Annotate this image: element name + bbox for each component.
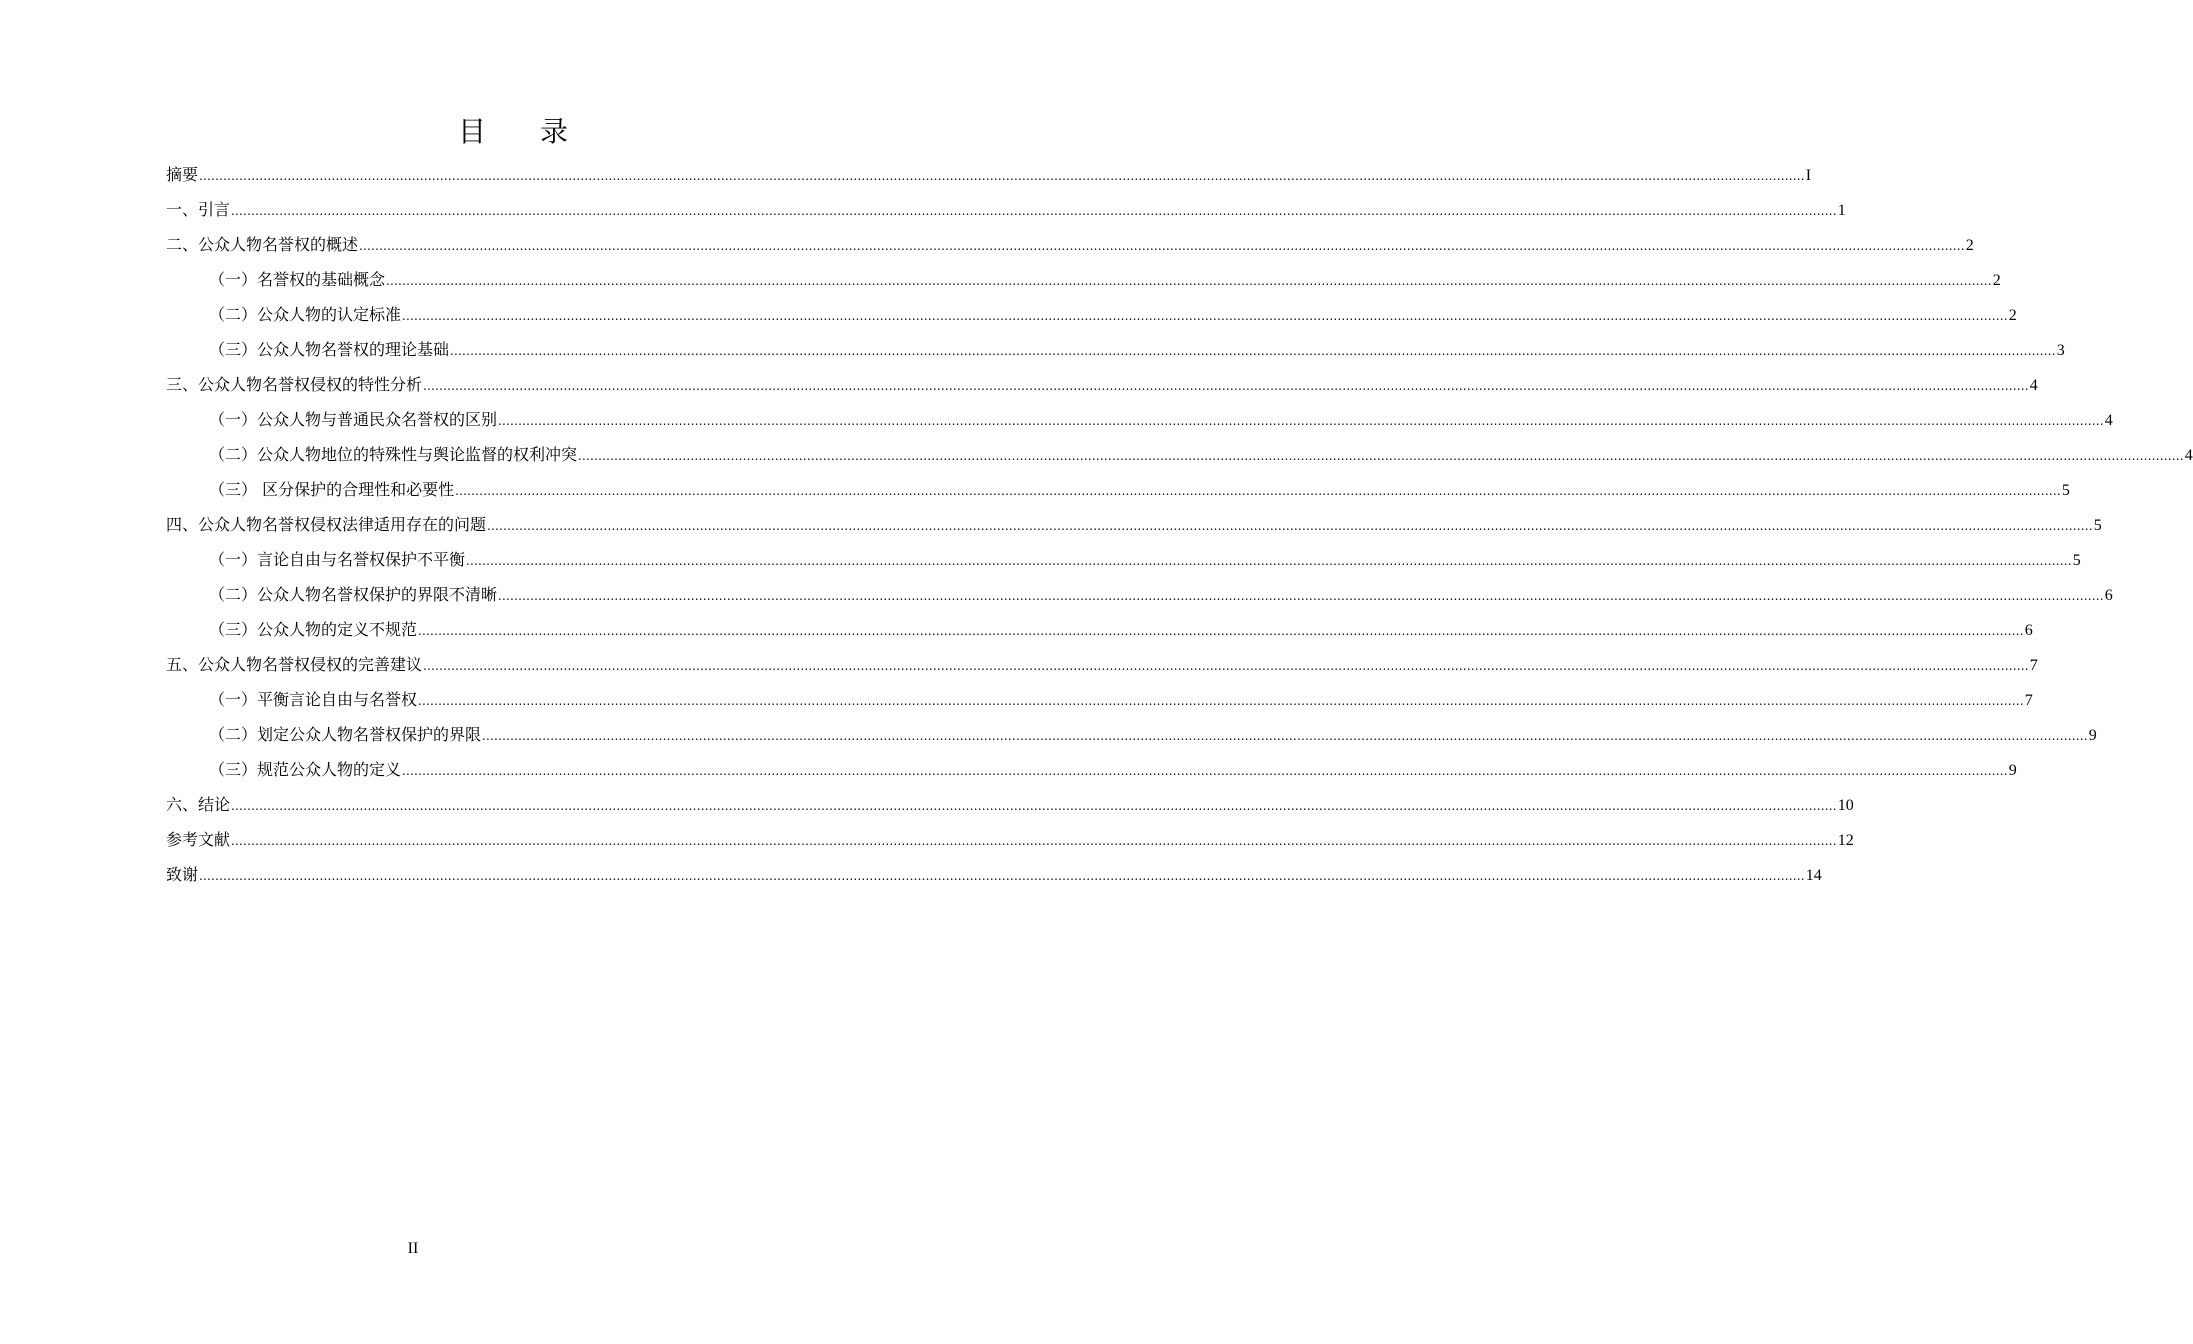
toc-entry-label: （二）划定公众人物名誉权保护的界限	[209, 725, 482, 744]
toc-dot-leader: ................................................................................................................................................................................................................................................................................................................................................................................................................	[402, 309, 2008, 323]
toc-entry[interactable]	[166, 192, 1846, 227]
toc-entry-page-number: 12	[1837, 832, 1854, 849]
toc-entry[interactable]	[166, 402, 2113, 437]
toc-entry[interactable]	[166, 612, 2033, 647]
toc-entry[interactable]	[166, 437, 2193, 472]
toc-dot-leader: ................................................................................................................................................................................................................................................................................................................................................................................................................	[402, 764, 2008, 778]
toc-entry-label: （二）公众人物的认定标准	[209, 305, 402, 324]
toc-dot-leader: ................................................................................................................................................................................................................................................................................................................................................................................................................	[199, 869, 1805, 883]
toc-entry-page-number: 2	[1992, 272, 2001, 289]
toc-entry[interactable]	[166, 157, 1812, 192]
toc-entry-label: 致谢	[166, 865, 199, 884]
toc-entry-page-number: 2	[1965, 237, 1974, 254]
toc-entry-label: （三） 区分保护的合理性和必要性	[209, 480, 455, 499]
toc-dot-leader: ................................................................................................................................................................................................................................................................................................................................................................................................................	[199, 169, 1805, 183]
toc-entry[interactable]	[166, 647, 2038, 682]
toc-entry-label: （三）规范公众人物的定义	[209, 760, 402, 779]
toc-entry-label: （一）言论自由与名誉权保护不平衡	[209, 550, 466, 569]
toc-entry[interactable]	[166, 717, 2097, 752]
toc-entry-page-number: 10	[1837, 797, 1854, 814]
toc-entry-label: （一）公众人物与普通民众名誉权的区别	[209, 410, 498, 429]
toc-entry[interactable]	[166, 297, 2017, 332]
toc-entry-page-number: 4	[2029, 377, 2038, 394]
toc-dot-leader: ................................................................................................................................................................................................................................................................................................................................................................................................................	[418, 624, 2024, 638]
toc-entry[interactable]	[166, 367, 2038, 402]
toc-entry-page-number: 6	[2024, 622, 2033, 639]
toc-entry[interactable]	[166, 227, 1974, 262]
toc-entry[interactable]	[166, 752, 2017, 787]
toc-entry-page-number: 4	[2184, 447, 2193, 464]
toc-entry-page-number: 4	[2104, 412, 2113, 429]
toc-entry-label: （三）公众人物名誉权的理论基础	[209, 340, 450, 359]
toc-dot-leader: ................................................................................................................................................................................................................................................................................................................................................................................................................	[450, 344, 2056, 358]
toc-entry-page-number: 9	[2008, 762, 2017, 779]
toc-entry[interactable]	[166, 822, 1854, 857]
toc-dot-leader: ................................................................................................................................................................................................................................................................................................................................................................................................................	[359, 239, 1965, 253]
toc-dot-leader: ................................................................................................................................................................................................................................................................................................................................................................................................................	[455, 484, 2061, 498]
toc-entry[interactable]	[166, 787, 1854, 822]
toc-entry-page-number: 5	[2072, 552, 2081, 569]
toc-title-char-2: 录	[540, 115, 569, 148]
toc-dot-leader: ................................................................................................................................................................................................................................................................................................................................................................................................................	[231, 834, 1837, 848]
toc-entry-page-number: 7	[2024, 692, 2033, 709]
toc-entry-page-number: 14	[1805, 867, 1822, 884]
toc-entry-label: 二、公众人物名誉权的概述	[166, 235, 359, 254]
toc-dot-leader: ................................................................................................................................................................................................................................................................................................................................................................................................................	[498, 414, 2104, 428]
toc-entry-label: （一）名誉权的基础概念	[209, 270, 386, 289]
toc-entry-label: 五、公众人物名誉权侵权的完善建议	[166, 655, 423, 674]
toc-dot-leader: ................................................................................................................................................................................................................................................................................................................................................................................................................	[482, 729, 2088, 743]
toc-entry-page-number: 1	[1837, 202, 1846, 219]
toc-dot-leader: ................................................................................................................................................................................................................................................................................................................................................................................................................	[578, 449, 2184, 463]
toc-entry[interactable]	[166, 472, 2070, 507]
toc-entry[interactable]	[166, 682, 2033, 717]
page-number: II	[407, 1240, 419, 1257]
toc-entry-label: 一、引言	[166, 200, 231, 219]
toc-entry[interactable]	[166, 857, 1822, 892]
toc-entry-page-number: 5	[2061, 482, 2070, 499]
toc-dot-leader: ................................................................................................................................................................................................................................................................................................................................................................................................................	[466, 554, 2072, 568]
toc-entry-page-number: 5	[2093, 517, 2102, 534]
toc-dot-leader: ................................................................................................................................................................................................................................................................................................................................................................................................................	[498, 589, 2104, 603]
toc-entry-label: 摘要	[166, 165, 199, 184]
toc-entry-label: 参考文献	[166, 830, 231, 849]
toc-entry-page-number: 6	[2104, 587, 2113, 604]
toc-entry[interactable]	[166, 577, 2113, 612]
toc-entry-page-number: 7	[2029, 657, 2038, 674]
table-of-contents	[166, 157, 2193, 892]
toc-entry-page-number: 9	[2088, 727, 2097, 744]
toc-dot-leader: ................................................................................................................................................................................................................................................................................................................................................................................................................	[487, 519, 2093, 533]
toc-dot-leader: ................................................................................................................................................................................................................................................................................................................................................................................................................	[386, 274, 1992, 288]
toc-dot-leader: ................................................................................................................................................................................................................................................................................................................................................................................................................	[423, 379, 2029, 393]
toc-dot-leader: ................................................................................................................................................................................................................................................................................................................................................................................................................	[231, 799, 1837, 813]
toc-title	[0, 112, 1026, 152]
toc-entry-label: （二）公众人物地位的特殊性与舆论监督的权利冲突	[209, 445, 578, 464]
toc-entry[interactable]	[166, 332, 2065, 367]
toc-entry-label: 六、结论	[166, 795, 231, 814]
toc-dot-leader: ................................................................................................................................................................................................................................................................................................................................................................................................................	[418, 694, 2024, 708]
toc-dot-leader: ................................................................................................................................................................................................................................................................................................................................................................................................................	[423, 659, 2029, 673]
toc-title-char-1: 目	[457, 115, 486, 148]
toc-entry-page-number: I	[1805, 167, 1812, 184]
toc-entry-label: （二）公众人物名誉权保护的界限不清晰	[209, 585, 498, 604]
toc-entry-page-number: 3	[2056, 342, 2065, 359]
toc-entry[interactable]	[166, 507, 2102, 542]
toc-entry-page-number: 2	[2008, 307, 2017, 324]
toc-dot-leader: ................................................................................................................................................................................................................................................................................................................................................................................................................	[231, 204, 1837, 218]
toc-entry-label: （三）公众人物的定义不规范	[209, 620, 418, 639]
toc-entry-label: （一）平衡言论自由与名誉权	[209, 690, 418, 709]
toc-entry-label: 四、公众人物名誉权侵权法律适用存在的问题	[166, 515, 487, 534]
toc-entry[interactable]	[166, 262, 2001, 297]
toc-entry[interactable]	[166, 542, 2081, 577]
toc-entry-label: 三、公众人物名誉权侵权的特性分析	[166, 375, 423, 394]
